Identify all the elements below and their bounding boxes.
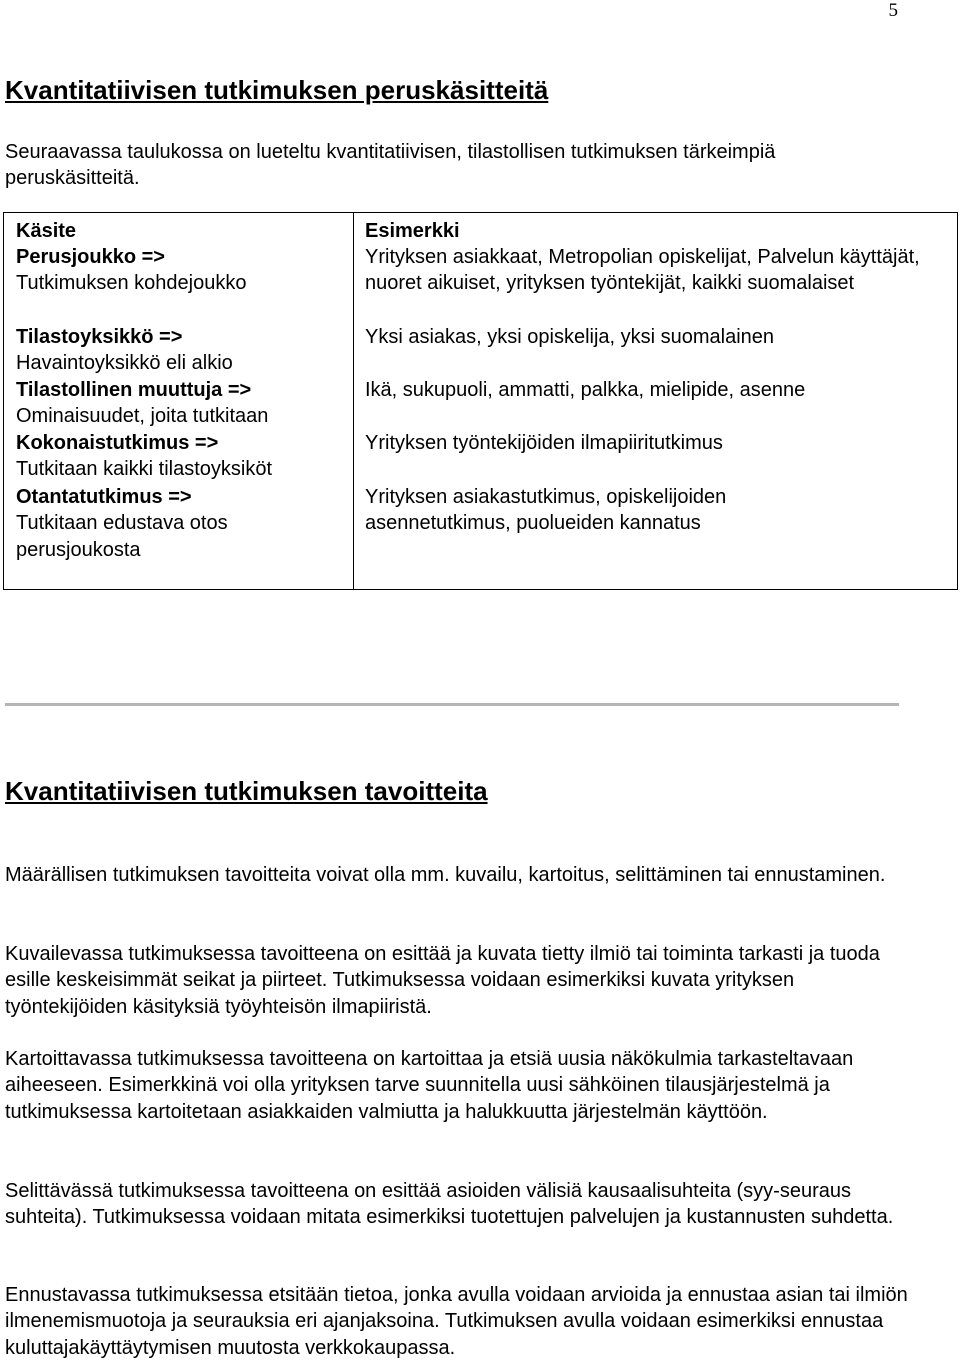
paragraph-exploratory: Kartoittavassa tutkimuksessa tavoitteena on kartoittaa ja etsiä uusia näkökulmia tarkasteltavaan aiheeseen. Esimerkkinä voi olla yrityksen tarve suunnitella uusi sähköinen tilausjärjestelmä ja tutkimuksessa kartoitetaan asiakkaiden valmiutta ja halukkuutta järjestelmän käyttöön. [5,1048,854,1123]
table-row-term: Tilastoyksikkö => Havaintoyksikkö eli alkio [16,326,233,375]
table-row-example: Yrityksen asiakkaat, Metropolian opiskelijat, Palvelun käyttäjät, nuoret aikuiset, yrityksen työntekijät, kaikki suomalaiset [365,246,920,295]
header-term: Käsite [16,220,77,242]
intro-paragraph: Seuraavassa taulukossa on lueteltu kvantitatiivisen, tilastollisen tutkimuksen tärkeimpiä peruskäsitteitä. [5,141,776,190]
paragraph-goals-intro: Määrällisen tutkimuksen tavoitteita voivat olla mm. kuvailu, kartoitus, selittäminen tai ennustaminen. [5,864,886,886]
horizontal-divider [5,703,899,706]
paragraph-explanatory: Selittävässä tutkimuksessa tavoitteena on esittää asioiden välisiä kausaalisuhteita (syy-seuraus suhteita). Tutkimuksessa voidaan mitata esimerkiksi tuotettujen palvelujen ja kustannusten suhdetta. [5,1180,894,1229]
table-row-term: Perusjoukko => Tutkimuksen kohdejoukko [16,246,247,295]
section-heading-concepts: Kvantitatiivisen tutkimuksen peruskäsitteitä [5,75,549,105]
table-row-term: Otantatutkimus => Tutkitaan edustava otos perusjoukosta [16,486,228,561]
table-row-example: Yksi asiakas, yksi opiskelija, yksi suomalainen [365,326,775,348]
table-row-term: Kokonaistutkimus => Tutkitaan kaikki tilastoyksiköt [16,432,273,481]
column-divider [353,213,354,589]
table-row-term: Tilastollinen muuttuja => Ominaisuudet, joita tutkitaan [16,379,269,428]
table-row-example: Yrityksen asiakastutkimus, opiskelijoiden asennetutkimus, puolueiden kannatus [365,486,727,535]
section-heading-goals: Kvantitatiivisen tutkimuksen tavoitteita [5,776,488,806]
header-example: Esimerkki [365,220,460,242]
table-row-example: Ikä, sukupuoli, ammatti, palkka, mielipide, asenne [365,379,806,401]
paragraph-predictive: Ennustavassa tutkimuksessa etsitään tietoa, jonka avulla voidaan arvioida ja ennustaa asian tai ilmiön ilmenemismuotoja ja seurauksia eri ajanjaksoina. Tutkimuksen avulla voidaan esimerkiksi ennustaa kuluttajakäyttäytymisen muutosta verkkokaupassa. [5,1284,908,1359]
concepts-table [3,212,958,590]
paragraph-descriptive: Kuvailevassa tutkimuksessa tavoitteena on esittää ja kuvata tietty ilmiö tai toiminta tarkasti ja tuoda esille keskeisimmät seikat ja piirteet. Tutkimuksessa voidaan esimerkiksi kuvata yrityksen työntekijöiden käsityksiä työyhteisön ilmapiiristä. [5,943,880,1018]
page-number: 5 [888,0,898,21]
table-row-example: Yrityksen työntekijöiden ilmapiiritutkimus [365,432,723,454]
